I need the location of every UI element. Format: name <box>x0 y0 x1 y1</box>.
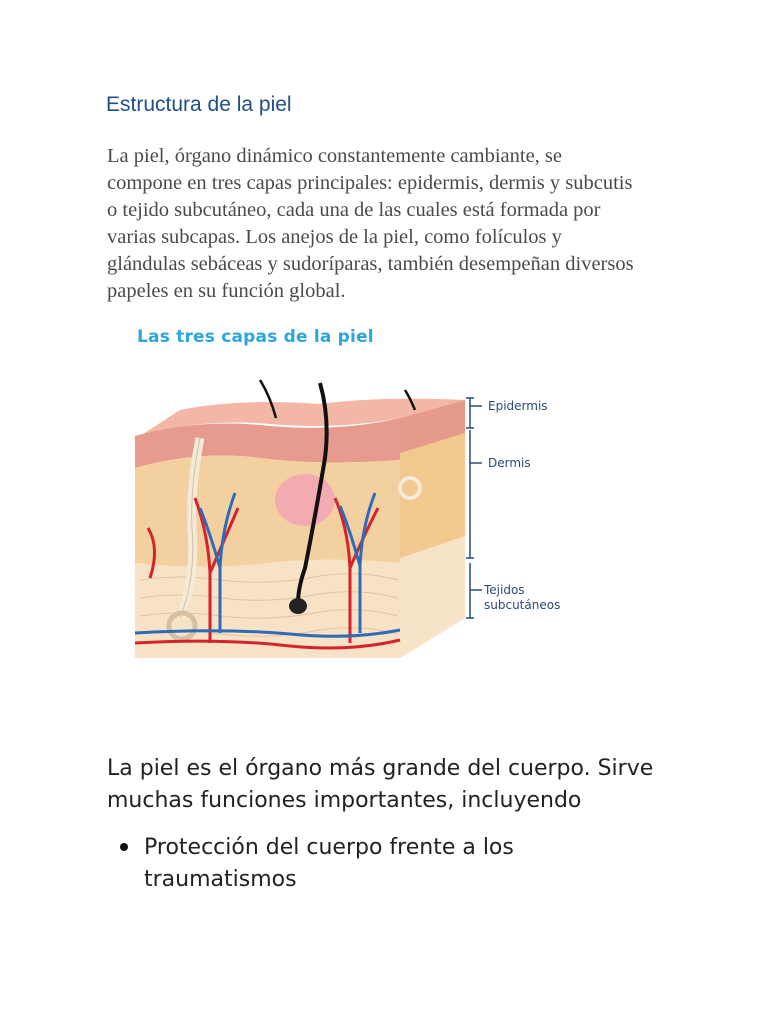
list-item <box>120 832 640 896</box>
sebaceous-gland <box>275 474 335 526</box>
label-subcutaneous-line2: subcutáneos <box>484 598 561 612</box>
label-subcutaneous <box>484 583 560 613</box>
skin-cross-section-illustration <box>120 318 590 688</box>
bullet-icon <box>120 843 128 851</box>
label-epidermis: Epidermis <box>488 399 548 413</box>
intro-paragraph: La piel, órgano dinámico constantemente cambiante, se compone en tres capas principales: epidermis, dermis y subcutis o tejido subcutáneo, cada una de las cuales está formada por varias subcapas. Los anejos de la piel, como folículos y glándulas sebáceas y sudoríparas, también desempeñan diversos papeles en su función global. <box>107 145 634 302</box>
label-subcutaneous-line1: Tejidos <box>484 583 525 597</box>
page-title: Estructura de la piel <box>106 93 292 116</box>
skin-layers-diagram <box>120 318 590 688</box>
list-item-text: Protección del cuerpo frente a los traumatismos <box>144 835 514 892</box>
layer-brackets <box>466 398 482 618</box>
diagram-title: Las tres capas de la piel <box>137 327 374 347</box>
label-dermis: Dermis <box>488 456 531 470</box>
lead-paragraph: La piel es el órgano más grande del cuerpo. Sirve muchas funciones importantes, incluyendo <box>107 756 654 813</box>
functions-list <box>120 832 640 896</box>
